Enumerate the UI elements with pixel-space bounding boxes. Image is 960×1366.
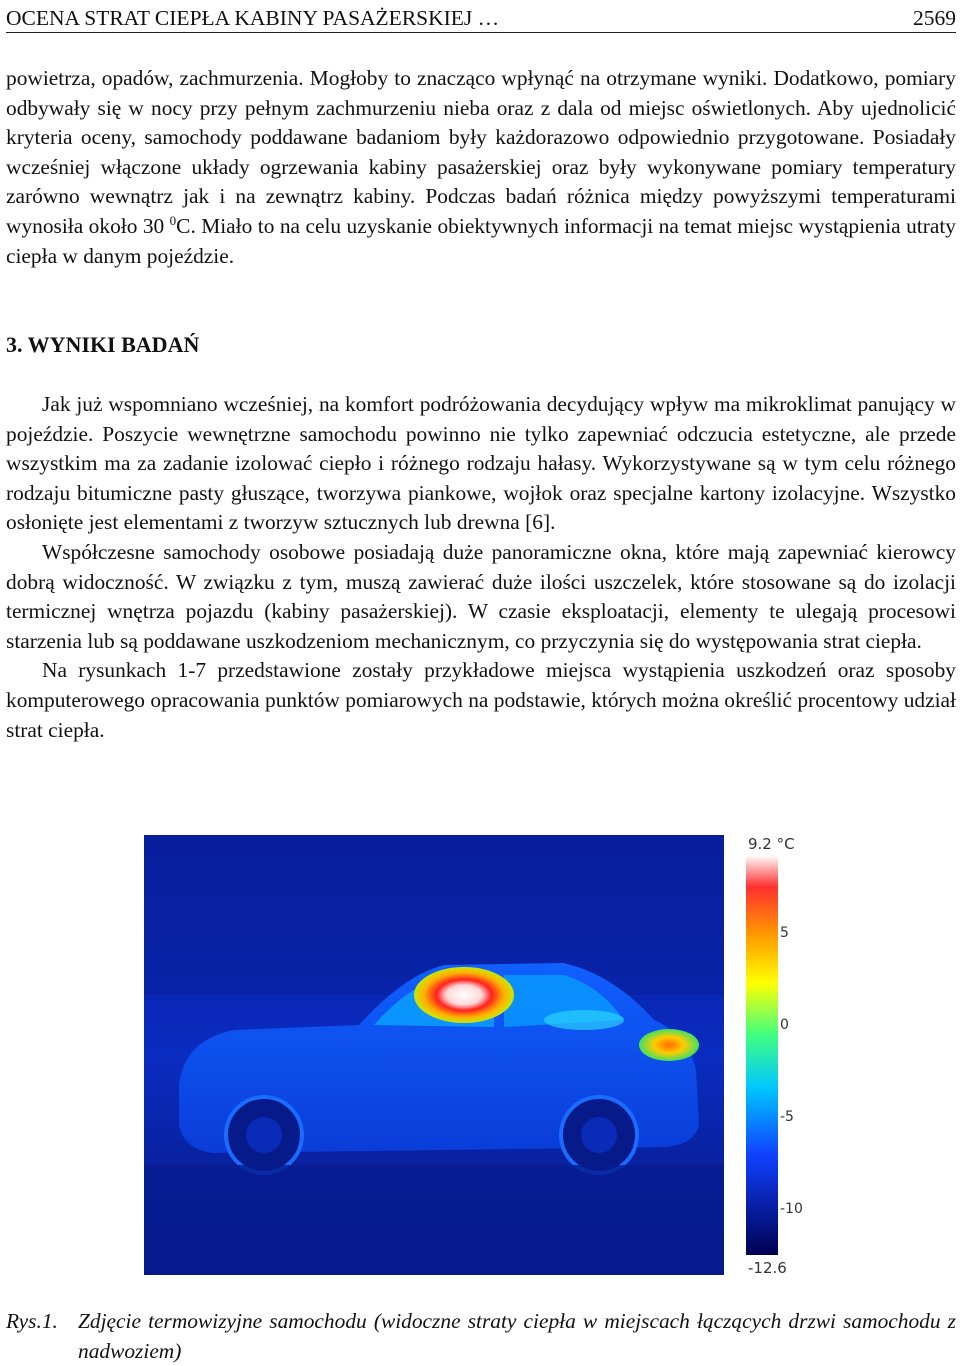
color-scale-bar xyxy=(746,855,778,1255)
page-number: 2569 xyxy=(913,6,956,30)
results-body xyxy=(6,390,956,745)
scale-tick-label: 0 xyxy=(780,1017,789,1033)
caption-label: Rys.1. xyxy=(6,1309,58,1333)
running-header xyxy=(6,4,956,33)
paragraph-text-b: C. Miało to na celu uzyskanie obiektywnych informacji na temat miejsc wystąpienia utraty ciepła w danym pojeździe. xyxy=(6,213,956,268)
scale-tick-label: 5 xyxy=(780,925,789,941)
caption-text: Zdjęcie termowizyjne samochodu (widoczne straty ciepła w miejscach łączących drzwi samochodu z nadwoziem) xyxy=(78,1309,956,1363)
section-heading: 3. WYNIKI BADAŃ xyxy=(6,332,200,357)
heat-spot-front xyxy=(639,1029,699,1061)
results-paragraph-1: Jak już wspomniano wcześniej, na komfort podróżowania decydujący wpływ ma mikroklimat panujący w pojeździe. Poszycie wewnętrzne samochodu powinno nie tylko zapewniać odczucia estetyczne, ale przede wszystkim ma za zadanie izolować ciepło i różnego rodzaju hałasy. Wykorzystywane są w tym celu różnego rodzaju bitumiczne pasty głuszące, tworzywa piankowe, wojłok oraz specjalne kartony izolacyjne. Wszystko osłonięte jest elementami z tworzyw sztucznych lub drewna [6]. xyxy=(6,392,956,535)
scale-tick-label: -5 xyxy=(780,1109,794,1125)
scale-tick-label: -10 xyxy=(780,1201,803,1217)
header-title: OCENA STRAT CIEPŁA KABINY PASAŻERSKIEJ … xyxy=(6,6,500,30)
results-paragraph-3: Na rysunkach 1-7 przedstawione zostały przykładowe miejsca wystąpienia uszkodzeń oraz sposoby komputerowego opracowania punktów pomiarowych na podstawie, których można określić procentowy udział strat ciepła. xyxy=(6,658,956,742)
thermal-image-car xyxy=(144,835,724,1275)
temperature-scale xyxy=(742,833,812,1279)
degree-superscript: 0 xyxy=(169,212,177,228)
paragraph-text-a: powietrza, opadów, zachmurzenia. Mogłoby to znacząco wpłynąć na otrzymane wyniki. Dodatkowo, pomiary odbywały się w nocy przy pełnym zachmurzeniu nieba oraz z dala od miejsc oświetlonych. Aby ujednolicić kryteria oceny, samochody poddawane badaniom były każdorazowo odpowiednio przygotowane. Posiadały wcześniej włączone układy ogrzewania kabiny pasażerskiej oraz były wykonywane pomiary temperatury zarówno wewnątrz jak i na zewnątrz kabiny. Podczas badań różnica między powyższymi temperaturami wynosiła około 30 xyxy=(6,66,956,238)
results-paragraph-2: Współczesne samochody osobowe posiadają duże panoramiczne okna, które mają zapewniać kierowcy dobrą widoczność. W związku z tym, muszą zawierać duże ilości uszczelek, które stosowane są do izolacji termicznej wnętrza pojazdu (kabiny pasażerskiej). W czasie eksploatacji, elementy te ulegają procesowi starzenia lub są poddawane uszkodzeniom mechanicznym, co przyczynia się do występowania strat ciepła. xyxy=(6,539,956,653)
scale-min-label: -12.6 xyxy=(748,1259,787,1277)
heat-loss-door-seal xyxy=(414,967,514,1023)
paragraph-continued xyxy=(6,64,956,271)
scale-max-label: 9.2 °C xyxy=(748,835,795,853)
